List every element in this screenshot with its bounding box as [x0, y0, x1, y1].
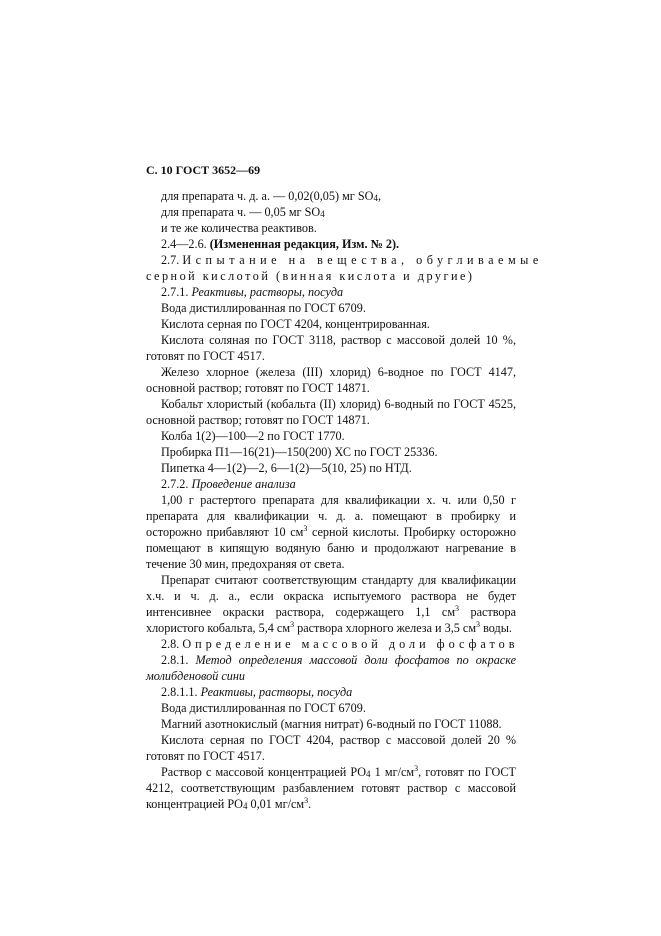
paragraph-phosphate-solution: Раствор с массовой концентрацией $PO_4$ 1 $мг/см^3$, готовят по ГОСТ 4212, соответствующим разбавлением готовят раствор с массовой концентрацией $PO_4$ 0,01 $мг/см^3$. [146, 764, 516, 811]
amendment-note: (Измененная редакция, Изм. № 2). [209, 237, 400, 251]
paragraph-pipette: Пипетка 4—1(2)—2, 6—1(2)—5(10, 25) по НТД. [161, 461, 412, 475]
section-heading-2-8: 2.8. Определение массовой доли фосфатов [161, 637, 519, 651]
paragraph-amendment: 2.4—2.6. (Измененная редакция, Изм. № 2). [161, 237, 400, 251]
page-header: С. 10 ГОСТ 3652—69 [146, 163, 261, 177]
subsection-2-8-1: 2.8.1. Метод определения массовой доли фосфатов по окраске молибденовой сини [146, 653, 517, 683]
paragraph-conformity: Препарат считают соответствующим стандарту для квалификации х.ч. и ч. д. а., если окраска испытуемого раствора не будет интенсивнее окраски раствора, содержащего 1,1 $см^3$ раствора хлористого кобальта, 5,4 $см^3$ раствора хлорного железа и 3,5 $см^3$ воды. [146, 573, 516, 635]
subsection-2-7-2: 2.7.2. Проведение анализа [161, 477, 296, 491]
paragraph-water-2: Вода дистиллированная по ГОСТ 6709. [161, 701, 366, 715]
subsection-2-8-1-1: 2.8.1.1. Реактивы, растворы, посуда [161, 685, 353, 699]
section-heading-2-7-cont: серной кислотой (винная кислота и другие) [146, 269, 475, 283]
paragraph-cobalt-chloride: Кобальт хлористый (кобальта (II) хлорид) 6-водный по ГОСТ 4525, основной раствор; готовят по ГОСТ 14871. [146, 397, 516, 427]
paragraph-test-tube: Пробирка П1—16(21)—150(200) ХС по ГОСТ 25336. [161, 445, 438, 459]
paragraph-magnesium-nitrate: Магний азотнокислый (магния нитрат) 6-водный по ГОСТ 11088. [161, 717, 502, 731]
subsection-2-7-1: 2.7.1. Реактивы, растворы, посуда [161, 285, 344, 299]
paragraph-hydrochloric-acid: Кислота соляная по ГОСТ 3118, раствор с массовой долей 10 %, готовят по ГОСТ 4517. [146, 333, 516, 363]
document-body [146, 188, 543, 812]
paragraph-so4-c: для препарата ч. — 0,05 мг $SO_4$ [161, 205, 325, 219]
paragraph-flask: Колба 1(2)—100—2 по ГОСТ 1770. [161, 429, 345, 443]
paragraph-reagents-same: и те же количества реактивов. [161, 221, 317, 235]
paragraph-analysis-procedure: 1,00 г растертого препарата для квалификации х. ч. или 0,50 г препарата для квалификации ч. д. а. помещают в пробирку и осторожно прибавляют 10 $см^3$ серной кислоты. Пробирку осторожно помещают в кипящую водяную баню и продолжают нагревание в течение 30 мин, предохраняя от света. [146, 493, 516, 571]
section-heading-2-7: 2.7. Испытание на вещества, обугливаемые [161, 253, 543, 267]
paragraph-sulfuric-acid-20: Кислота серная по ГОСТ 4204, раствор с массовой долей 20 % готовят по ГОСТ 4517. [146, 733, 516, 763]
paragraph-iron-chloride: Железо хлорное (железа (III) хлорид) 6-водное по ГОСТ 4147, основной раствор; готовят по ГОСТ 14871. [146, 365, 516, 395]
paragraph-water: Вода дистиллированная по ГОСТ 6709. [161, 301, 366, 315]
paragraph-so4-cda: для препарата ч. д. а. — 0,02(0,05) мг $SO_4$, [161, 189, 381, 203]
paragraph-sulfuric-acid: Кислота серная по ГОСТ 4204, концентрированная. [161, 317, 430, 331]
